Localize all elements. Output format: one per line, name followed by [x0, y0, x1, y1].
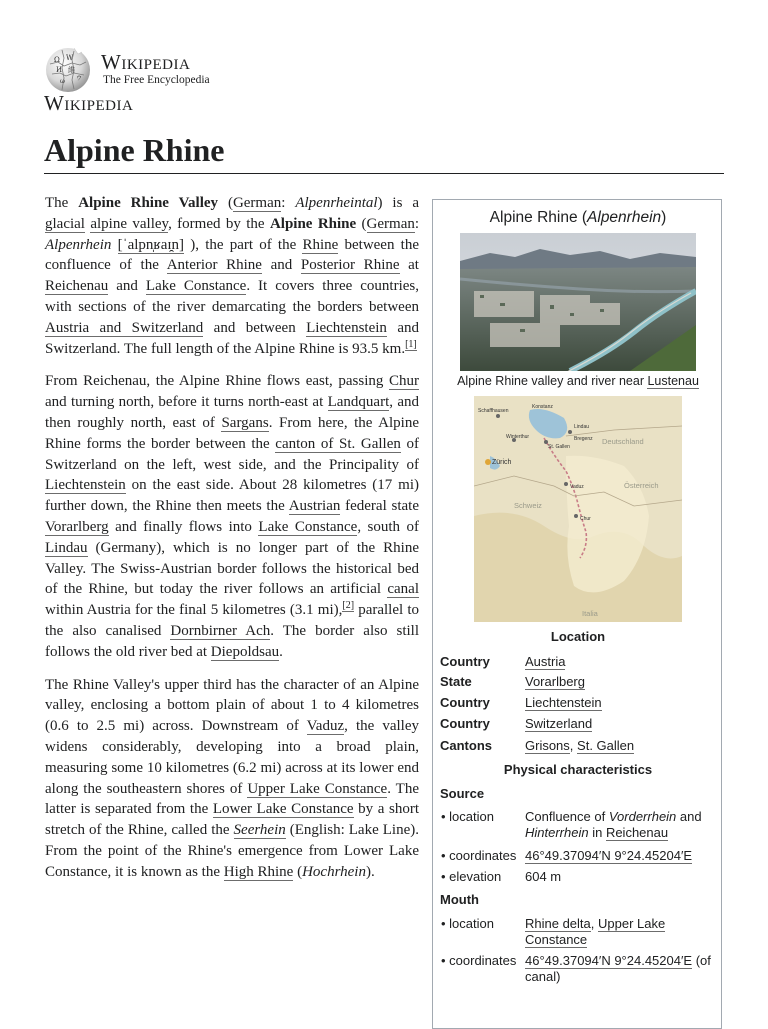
article-body	[45, 193, 419, 895]
italic-term: Seerhein	[233, 822, 286, 839]
article-paragraph-2	[45, 371, 419, 662]
reference-link-1[interactable]: [1]	[405, 338, 417, 350]
map-label-osterreich: Österreich	[624, 481, 659, 490]
svg-text:И: И	[56, 66, 63, 74]
link-seerhein[interactable]	[234, 822, 286, 839]
bold-term: Alpine Rhine	[269, 215, 357, 232]
text: parallel to the also canalised	[45, 602, 419, 639]
bold-term: Alpine Rhine Valley	[78, 195, 219, 211]
text: in	[588, 825, 606, 840]
text: Alpine Rhine valley and river near	[457, 374, 648, 388]
text: on the east side. About 28 kilometres (17 mi) further down, the Rhine then meets the	[45, 477, 419, 515]
link-german[interactable]: German	[232, 195, 282, 211]
text: , south of	[357, 518, 419, 535]
link-liechtenstein[interactable]: Liechtenstein	[45, 477, 126, 494]
link-upper-lake-constance[interactable]: Upper Lake Constance	[247, 780, 388, 797]
link-ipa-pronunciation[interactable]: [ˈalpn̩ʁaɪ̯n]	[117, 236, 185, 253]
link-mouth-coordinates[interactable]: 46°49.37094′N 9°24.45204′E	[525, 953, 693, 968]
text: ) is a	[377, 195, 419, 211]
link-canton-st-gallen[interactable]: canton of St. Gallen	[275, 435, 401, 452]
svg-text:維: 維	[68, 66, 75, 74]
italic-term: Hinterrhein	[525, 825, 589, 840]
row-label: Country	[440, 695, 490, 710]
link-lake-constance[interactable]: Lake Constance	[145, 278, 247, 295]
map-label-st-gallen: St. Gallen	[548, 444, 570, 450]
link-lower-lake-constance[interactable]: Lower Lake Constance	[212, 801, 354, 818]
link-switzerland[interactable]: Switzerland	[525, 716, 593, 731]
text: ), the part of the	[184, 236, 303, 253]
link-high-rhine[interactable]: High Rhine	[223, 863, 294, 880]
link-diepoldsau[interactable]: Diepoldsau	[210, 643, 280, 660]
text: and	[108, 278, 146, 295]
site-wordmark-secondary[interactable]: Wikipedia	[44, 91, 134, 115]
text: .	[279, 643, 283, 660]
article-paragraph-1	[45, 193, 419, 359]
svg-text:ウ: ウ	[76, 75, 83, 82]
link-vorarlberg[interactable]: Vorarlberg	[45, 518, 109, 535]
italic-term: Alpenrhein	[587, 209, 662, 226]
text: federal state	[340, 498, 419, 515]
infobox-caption	[433, 209, 722, 227]
link-vaduz[interactable]: Vaduz	[306, 718, 345, 735]
wikipedia-globe-icon[interactable]	[44, 46, 92, 94]
text: (Germany), which is no longer part of the Rhine Valley. The Swiss-Austrian border follows the historical bed of the Rhine, but today the river follows an artificial	[45, 539, 419, 598]
text: (of canal)	[525, 953, 711, 984]
map-label-schaffhausen: Schaffhausen	[478, 408, 509, 414]
text: (	[293, 863, 303, 880]
text: The	[45, 195, 79, 211]
svg-text:W: W	[66, 54, 74, 62]
text: and between	[203, 319, 307, 336]
text: . The border also still follows the old river bed at	[45, 622, 419, 660]
text: (	[218, 195, 233, 211]
link-landquart[interactable]: Landquart	[327, 394, 390, 411]
reference-marker	[342, 600, 354, 612]
link-anterior-rhine[interactable]: Anterior Rhine	[166, 257, 262, 274]
text: . It covers three countries, with sections of the river demarcating the borders between	[45, 278, 419, 315]
text: , and then roughly north, east of	[45, 394, 419, 431]
reference-marker	[405, 339, 417, 351]
text: Alpine Rhine (	[489, 209, 588, 226]
link-dornbirner-ach[interactable]: Dornbirner Ach	[170, 622, 271, 639]
link-liechtenstein[interactable]: Liechtenstein	[306, 319, 387, 336]
link-liechtenstein[interactable]: Liechtenstein	[525, 695, 602, 710]
reference-link-2[interactable]: [2]	[342, 600, 355, 612]
text: )	[661, 209, 667, 226]
map-label-italia: Italia	[582, 609, 598, 618]
link-lake-constance[interactable]: Lake Constance	[258, 518, 358, 535]
text: . From here, the Alpine Rhine forms the border between the	[45, 414, 420, 452]
row-label: • location	[441, 809, 494, 824]
svg-text:Ω: Ω	[54, 56, 60, 64]
elevation-value: 604 m	[525, 869, 562, 884]
link-source-coordinates[interactable]: 46°49.37094′N 9°24.45204′E	[525, 848, 693, 863]
link-austria-switzerland-border[interactable]: Austria and Switzerland	[45, 319, 204, 336]
link-posterior-rhine[interactable]: Posterior Rhine	[300, 257, 400, 274]
text: , formed by the	[168, 215, 270, 232]
text: ,	[569, 738, 578, 753]
site-tagline: The Free Encyclopedia	[103, 74, 210, 86]
link-canal[interactable]: canal	[387, 581, 419, 598]
site-wordmark[interactable]: Wikipedia	[101, 50, 191, 74]
text: ).	[365, 863, 375, 880]
row-label: • coordinates	[441, 953, 517, 968]
location-map[interactable]	[474, 396, 682, 622]
text: Confluence of	[525, 809, 609, 824]
italic-term: Alpenrheintal	[295, 195, 378, 211]
map-label-chur: Chur	[580, 516, 591, 522]
link-austrian[interactable]: Austrian	[288, 498, 341, 515]
map-label-lindau: Lindau	[574, 424, 590, 430]
section-physical-characteristics: Physical characteristics	[503, 762, 653, 777]
text: and	[261, 257, 301, 274]
text: and turning north, before it turns north-east at	[45, 394, 328, 411]
map-label-bregenz: Bregenz	[574, 436, 593, 442]
link-reichenau[interactable]: Reichenau	[605, 825, 669, 840]
link-chur[interactable]: Chur	[389, 373, 419, 390]
infobox	[432, 199, 722, 1029]
link-glacial[interactable]: glacial	[45, 215, 85, 232]
text: and Switzerland. The full length of the Alpine Rhine is 93.5 km.	[45, 319, 419, 357]
map-label-schweiz: Schweiz	[514, 501, 542, 510]
text	[111, 237, 117, 253]
map-caption: Location	[550, 629, 606, 644]
link-grisons[interactable]: Grisons	[525, 738, 570, 753]
text: :	[281, 195, 296, 211]
text: and	[676, 809, 702, 824]
text: at	[399, 257, 419, 274]
map-label-deutschland: Deutschland	[602, 437, 644, 446]
section-source: Source	[440, 786, 485, 801]
link-reichenau[interactable]: Reichenau	[45, 278, 109, 295]
title-divider	[44, 173, 724, 174]
text: between the confluence of the	[45, 236, 419, 274]
link-austria[interactable]: Austria	[525, 654, 566, 669]
link-upper-lake-constance[interactable]: Upper Lake Constance	[525, 916, 666, 947]
text: by a short stretch of the Rhine, called the	[45, 801, 419, 839]
italic-term: Hochrhein	[302, 863, 366, 880]
article-paragraph-3	[45, 675, 419, 883]
row-label: • elevation	[441, 869, 502, 884]
link-vorarlberg[interactable]: Vorarlberg	[525, 674, 585, 689]
text: (English: Lake Line). From the point of the Rhine's emergence from Lower Lake Constance, it is known as the	[45, 822, 419, 880]
text: and finally flows into	[108, 518, 259, 535]
photo-caption	[433, 374, 722, 388]
map-label-konstanz: Konstanz	[532, 404, 553, 410]
row-label: Country	[440, 716, 490, 731]
text: :	[414, 215, 420, 232]
map-label-zurich: Zürich	[492, 459, 512, 466]
link-rhine[interactable]: Rhine	[302, 236, 339, 253]
svg-text:ω: ω	[60, 78, 65, 85]
link-alpine-valley[interactable]: alpine valley	[90, 215, 169, 232]
map-label-winterthur: Winterthur	[506, 434, 530, 440]
text: of Switzerland on the left, west side, and the Principality of	[45, 435, 419, 473]
page-title: Alpine Rhine	[44, 132, 225, 168]
text: . The latter is separated from the	[45, 780, 420, 818]
text: (	[356, 215, 367, 232]
row-label: • location	[441, 916, 494, 931]
link-st-gallen[interactable]: St. Gallen	[577, 738, 635, 753]
link-lindau[interactable]: Lindau	[45, 539, 88, 556]
valley-photo[interactable]	[460, 233, 696, 371]
link-sargans[interactable]: Sargans	[221, 414, 269, 431]
link-german[interactable]: German	[366, 215, 415, 232]
link-rhine-delta[interactable]: Rhine delta	[525, 916, 591, 931]
text: From Reichenau, the Alpine Rhine flows east, passing	[45, 373, 389, 390]
italic-term: Vorderrhein	[608, 809, 677, 824]
italic-term: Alpenrhein	[45, 236, 112, 253]
row-label: State	[440, 674, 472, 689]
text: , the valley widens considerably, developing into a broad plain, measuring some 10 kilometres (6.2 mi) across at its lower end along the southeastern shores of	[45, 718, 419, 797]
row-label: Country	[440, 654, 490, 669]
map-label-vaduz: Vaduz	[570, 484, 584, 490]
row-label: Cantons	[440, 738, 492, 753]
text: ,	[590, 916, 599, 931]
text: The Rhine Valley's upper third has the character of an Alpine valley, enclosing a bottom plain of about 1 to 4 kilometres (0.6 to 2.5 mi) across. Downstream of	[45, 676, 419, 735]
section-mouth: Mouth	[440, 892, 479, 907]
text: within Austria for the final 5 kilometres (3.1 mi),	[45, 602, 343, 619]
link-lustenau[interactable]: Lustenau	[647, 374, 699, 388]
row-label: • coordinates	[441, 848, 517, 863]
